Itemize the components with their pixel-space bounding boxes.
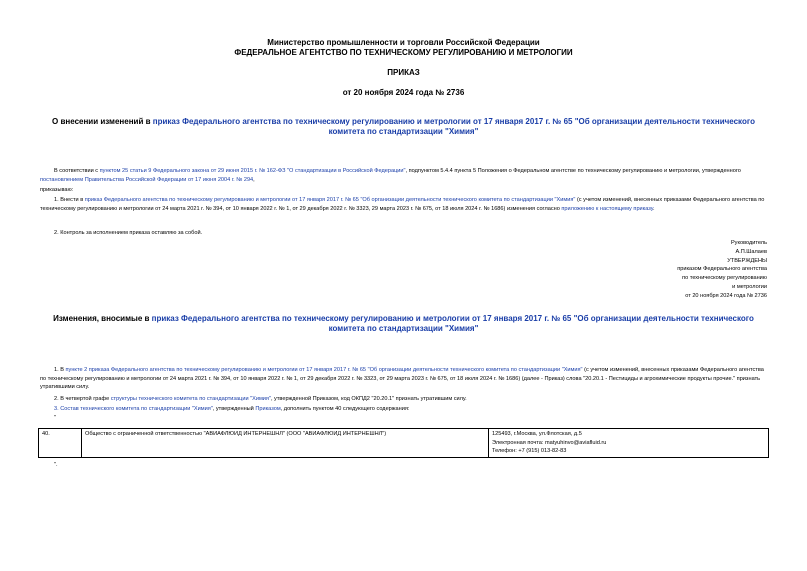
committee-table (38, 428, 769, 458)
signature-block (677, 239, 767, 301)
preamble-text-a: В соответствии с (54, 168, 100, 174)
change-item-1 (40, 366, 767, 392)
c3-link-2[interactable]: Приказом (255, 406, 281, 412)
quote-open: " (54, 415, 56, 421)
c1-link[interactable]: пункте 2 приказа Федерального агентства по техническому регулированию и метрологии от 17 января 2017 г. № 65 "Об организации деятельности технического комитета по стандартизации "Химия" (65, 367, 583, 373)
address: 125493, г.Москва, ул.Флотская, д.5 (492, 431, 582, 437)
document-date: от 20 ноября 2024 года № 2736 (342, 88, 465, 97)
approved-by-line-2: по техническому регулированию (682, 275, 767, 282)
item1-text-d: . (653, 205, 655, 212)
email: Электронная почта: matyuhinvo@aviafluid.ru (492, 439, 607, 446)
signer-position: Руководитель (730, 240, 767, 246)
c3-link-1[interactable]: 3. Состав технического комитета по стандартизации "Химия" (54, 406, 213, 412)
approved-by-line-1: приказом Федерального агентства (677, 266, 767, 273)
government-decree-link[interactable]: постановлением Правительства Российской Федерации от 17 июня 2004 г. № 294 (40, 176, 254, 183)
appendix-link[interactable]: приложению к настоящему приказу (561, 205, 654, 212)
c1-text-c: (далее - Приказ) слова "20.20.1 - Пестициды и агрохимические продукты прочие." признать утратившими силу. (40, 375, 761, 391)
title-link[interactable]: приказ Федерального агентства по техническому регулированию и метрологии от 17 января 2017 г. № 65 "Об организации деятельности технического комитета по стандартизации "Химия" (152, 117, 755, 136)
signer-name: А.П.Шалаев (735, 248, 767, 255)
approved-by-line-3: и метрологии (732, 283, 767, 290)
law-link[interactable]: пунктом 25 статьи 9 Федерального закона от 29 июня 2015 г. № 162-ФЗ "О стандартизации в Российской Федерации" (99, 168, 406, 174)
changes-title-link[interactable]: приказ Федерального агентства по техническому регулированию и метрологии от 17 января 2017 г. № 65 "Об организации деятельности технического комитета по стандартизации "Химия" (151, 314, 754, 333)
organization-name: Общество с ограниченной ответственностью "АВИАФЛЮИД ИНТЕРНЕШНЛ" (ООО "АВИАФЛЮИД ИНТЕРНЕШНЛ") (82, 429, 489, 458)
contact-cell (489, 429, 769, 458)
order-item-2: 2. Контроль за исполнением приказа оставляю за собой. (54, 230, 203, 236)
row-number: 40. (39, 429, 82, 458)
document-title (40, 117, 767, 137)
item1-text-c: изменения согласно (505, 205, 562, 212)
title-prefix: О внесении изменений в (52, 117, 153, 126)
preamble-paragraph (40, 167, 767, 184)
document-type: ПРИКАЗ (387, 68, 420, 77)
phone: Телефон: +7 (915) 013-82-83 (492, 448, 567, 455)
changes-title-prefix: Изменения, вносимые в (53, 314, 152, 323)
preamble-text-c: , (253, 176, 255, 183)
item1-text-a: 1. Внести в (54, 197, 85, 203)
c3-text-a: , утвержденный (212, 406, 256, 412)
table-row (39, 429, 769, 458)
c1-text-a: 1. В (54, 367, 66, 373)
order-65-link[interactable]: приказ Федерального агентства по техническому регулированию и метрологии от 17 января 2017 г. № 65 "Об организации деятельности технического комитета по стандартизации "Химия" (84, 197, 576, 203)
quote-close: ". (54, 462, 58, 468)
agency-name: ФЕДЕРАЛЬНОЕ АГЕНТСТВО ПО ТЕХНИЧЕСКОМУ РЕГУЛИРОВАНИЮ И МЕТРОЛОГИИ (234, 48, 573, 57)
change-item-2 (54, 395, 467, 404)
preamble-text-b: , подпунктом 5.4.4 пункта 5 Положения о Федеральном агентстве по техническому регулированию и метрологии, утвержденного (405, 168, 741, 174)
c1-text-b: (с учетом изменений, внесенных приказами Федерального агентства по техническому регулированию и метрологии от 24 марта 2021 г. № 394, от 10 января 2022 г. № 1, от 29 декабря 2022 г. № 3323, от 29 марта 2023 г. № 675, от 18 июля 2024 г. № 1686) (40, 367, 764, 382)
c2-text-a: 2. В четвертой графе (54, 396, 111, 402)
c3-text-b: , дополнить пунктом 40 следующего содержания: (280, 406, 410, 412)
approved-by-line-4: от 20 ноября 2024 года № 2736 (685, 292, 767, 299)
order-keyword: приказываю: (40, 187, 74, 193)
c2-link[interactable]: структуры технического комитета по стандартизации "Химия" (110, 396, 271, 402)
c2-text-b: , утвержденной Приказом, код ОКПД2 "20.20.1" признать утратившим силу. (270, 396, 467, 402)
order-item-1 (40, 196, 767, 213)
ministry-name: Министерство промышленности и торговли Российской Федерации (267, 38, 540, 47)
approved-label: УТВЕРЖДЕНЫ (727, 257, 767, 264)
item1-text-b: (с учетом изменений, внесенных приказами Федерального агентства по техническому регулированию и метрологии от 24 марта 2021 г. № 394, от 10 января 2022 г. № 1, от 29 декабря 2022 г. № 3323, 29 марта 2023 г. № 675, от 18 июля 2024 г. № 1686) (40, 197, 765, 212)
changes-title (40, 314, 767, 334)
change-item-3 (54, 405, 409, 414)
